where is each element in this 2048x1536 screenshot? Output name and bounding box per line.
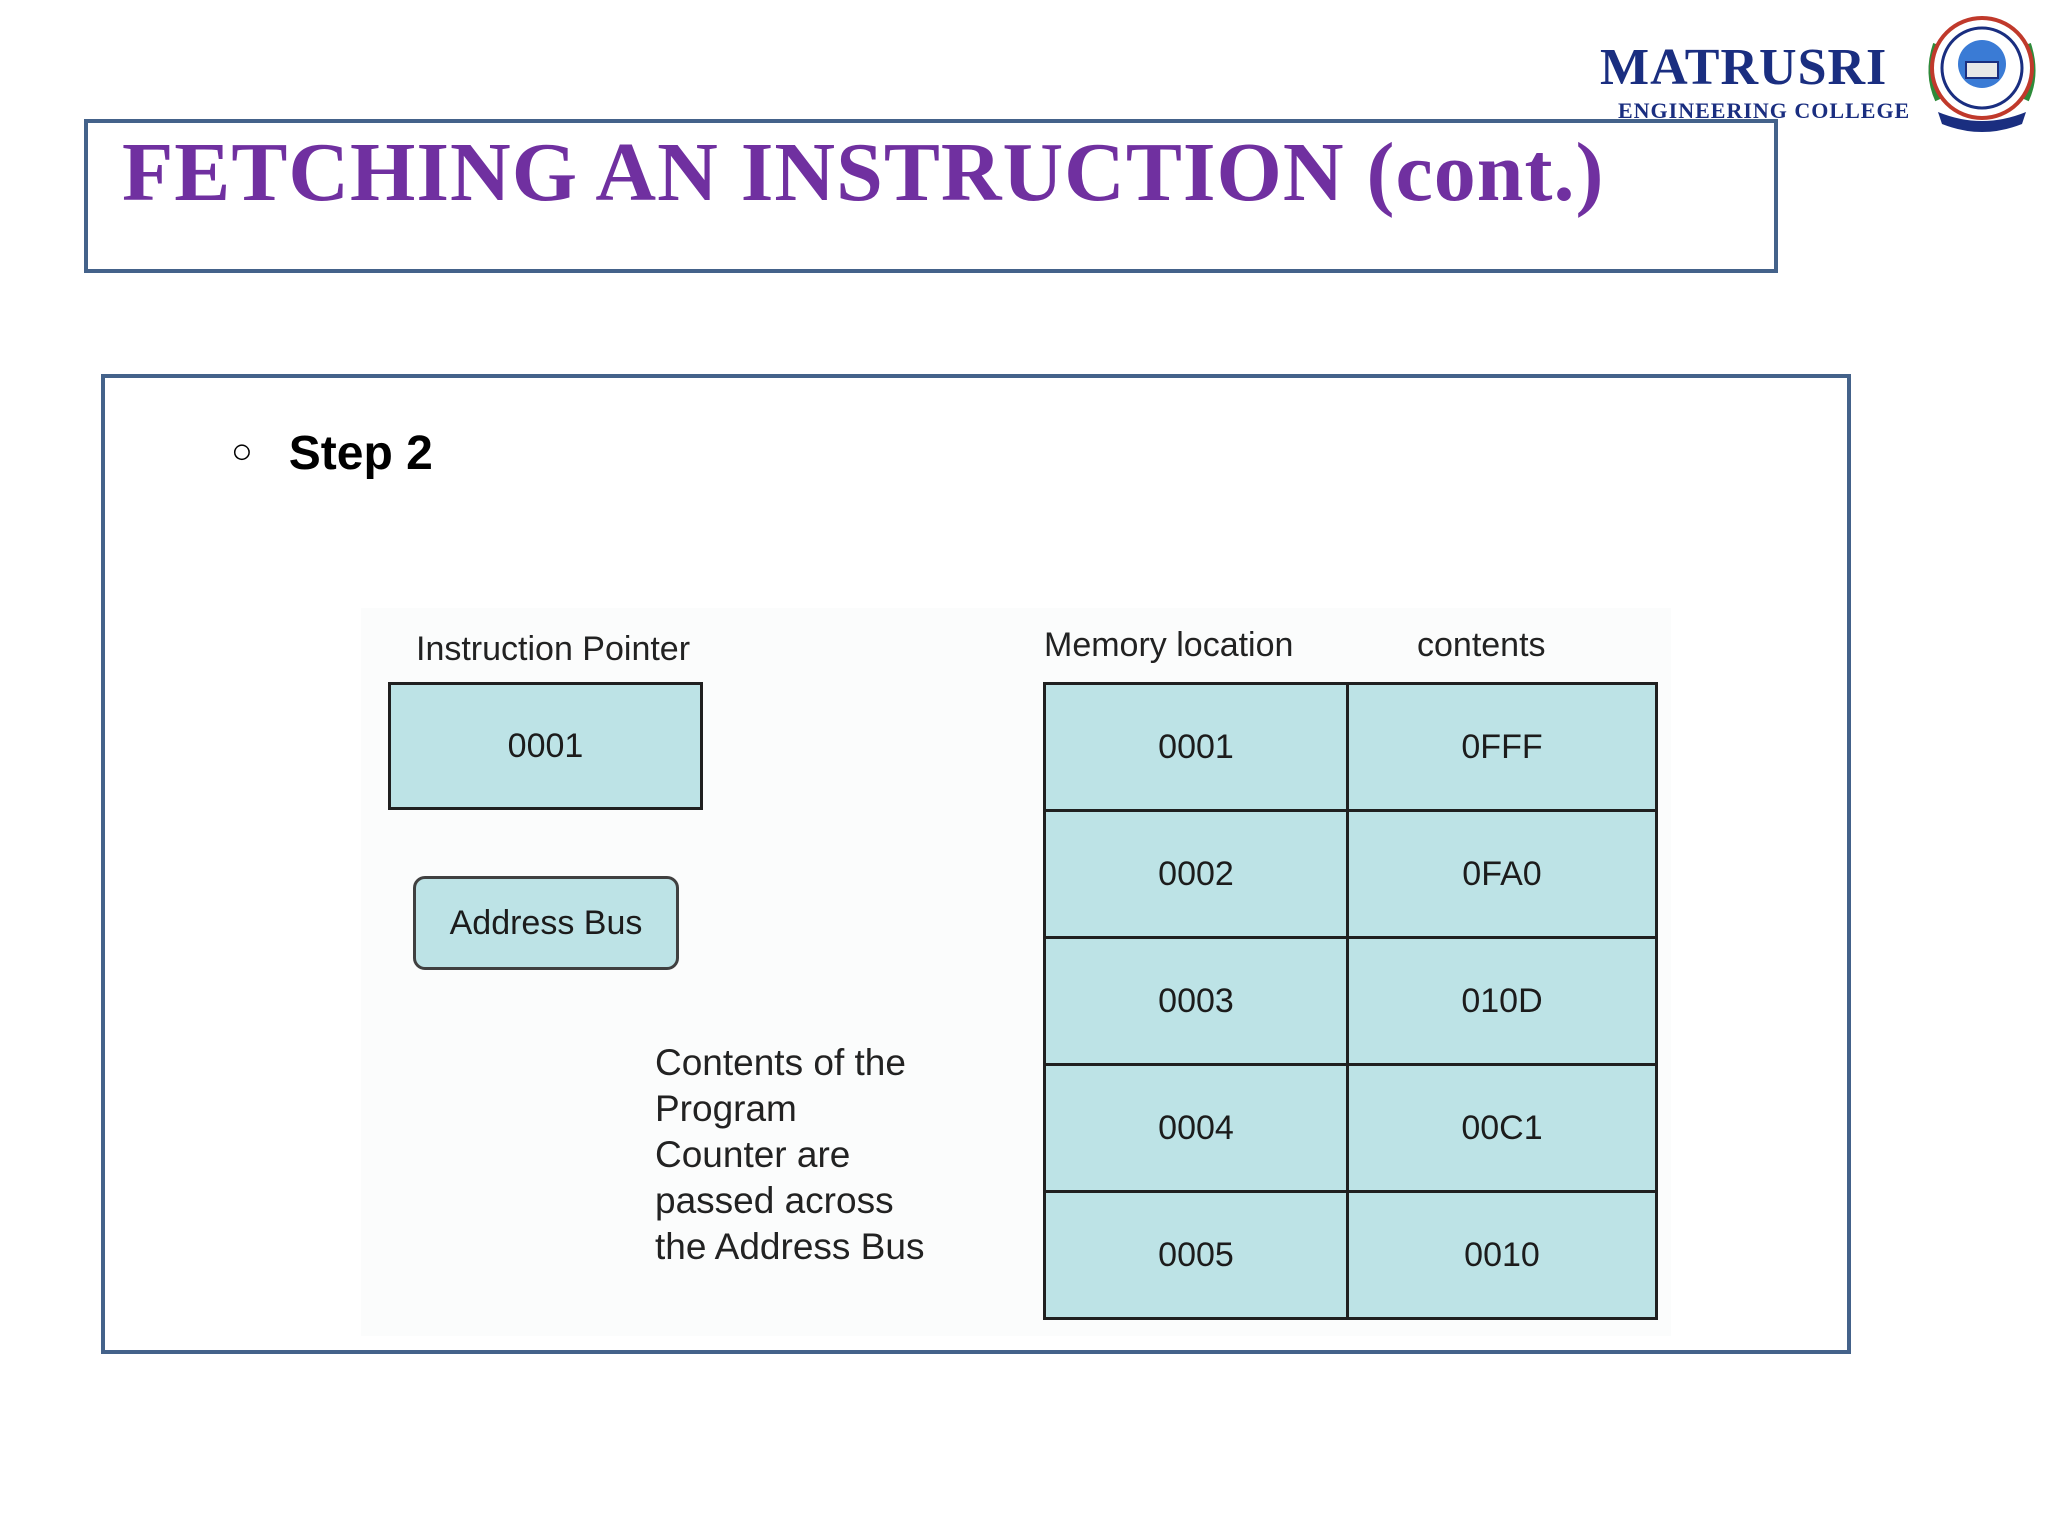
- description-line: Contents of the: [655, 1042, 906, 1083]
- college-seal-icon: [1918, 4, 2046, 140]
- description-line: passed across: [655, 1180, 894, 1221]
- memory-contents-cell: 0010: [1346, 1190, 1658, 1320]
- contents-header: contents: [1417, 626, 1546, 664]
- memory-contents-cell: 0FFF: [1346, 682, 1658, 812]
- memory-location-cell: 0003: [1043, 936, 1349, 1066]
- address-bus-box: Address Bus: [413, 876, 679, 970]
- title-frame: [84, 119, 1778, 273]
- instruction-pointer-label: Instruction Pointer: [416, 630, 691, 668]
- step-description: [655, 1040, 924, 1270]
- description-line: the Address Bus: [655, 1226, 925, 1267]
- bullet-item: [231, 426, 433, 481]
- fetch-diagram: [361, 608, 1671, 1336]
- hollow-circle-bullet-icon: ○: [231, 430, 253, 471]
- memory-contents-cell: 010D: [1346, 936, 1658, 1066]
- instruction-pointer-register: 0001: [388, 682, 703, 810]
- description-line: Program: [655, 1088, 797, 1129]
- logo-name: MATRUSRI: [1600, 39, 1888, 96]
- memory-location-cell: 0004: [1043, 1063, 1349, 1193]
- slide-title: FETCHING AN INSTRUCTION (cont.): [122, 126, 1605, 219]
- description-line: Counter are: [655, 1134, 851, 1175]
- memory-location-header: Memory location: [1044, 626, 1294, 664]
- memory-location-cell: 0001: [1043, 682, 1349, 812]
- memory-contents-cell: 00C1: [1346, 1063, 1658, 1193]
- memory-contents-cell: 0FA0: [1346, 809, 1658, 939]
- logo-subtitle: ENGINEERING COLLEGE: [1618, 98, 1911, 123]
- content-frame: [101, 374, 1851, 1354]
- memory-location-cell: 0005: [1043, 1190, 1349, 1320]
- memory-location-cell: 0002: [1043, 809, 1349, 939]
- bullet-text: Step 2: [288, 427, 433, 480]
